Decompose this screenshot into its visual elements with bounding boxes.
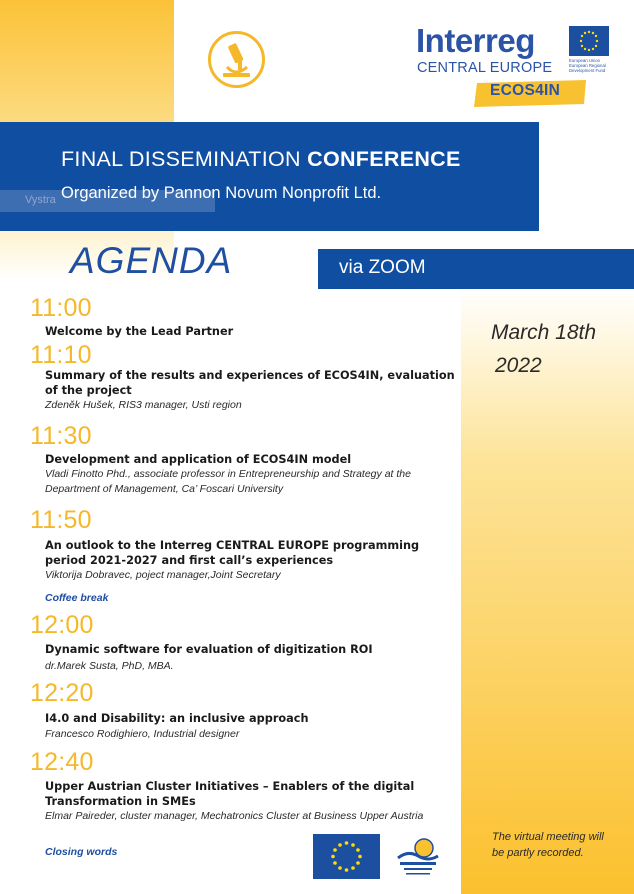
item-title: Welcome by the Lead Partner	[45, 325, 234, 338]
item-speaker: Zdeněk Hušek, RIS3 manager, Usti region	[45, 399, 242, 411]
agenda-heading: AGENDA	[70, 240, 233, 281]
time-slot: 12:00	[30, 611, 94, 639]
recording-note: The virtual meeting will be partly recorded.	[492, 831, 604, 859]
item-speaker: Francesco Rodighiero, Industrial designer	[45, 728, 240, 740]
time-slot: 11:00	[30, 294, 92, 322]
coffee-break: Coffee break	[45, 592, 109, 604]
eu-flag-icon	[569, 26, 609, 56]
item-title: Upper Austrian Cluster Initiatives – Enablers of the digital Transformation in SMEs	[45, 780, 415, 808]
item-speaker: Viktorija Dobravec, poject manager,Joint Secretary	[45, 569, 281, 581]
yellow-panel-right	[461, 287, 634, 894]
eu-flag-icon	[313, 834, 380, 879]
eu-line: Development Fund	[569, 68, 606, 73]
item-title: Development and application of ECOS4IN model	[45, 453, 352, 466]
page-title	[61, 147, 461, 172]
item-title: An outlook to the Interreg CENTRAL EUROPE programming period 2021-2027 and first call’s experiences	[45, 539, 420, 567]
eu-fund-text	[569, 58, 614, 73]
logo-brand: Interreg	[416, 22, 535, 59]
ghost-text: Vystra	[25, 194, 56, 206]
closing-words: Closing words	[45, 846, 118, 858]
pannon-novum-logo	[394, 834, 442, 880]
item-speaker: dr.Marek Susta, PhD, MBA.	[45, 660, 174, 672]
title-band	[0, 122, 539, 231]
microscope-icon	[207, 30, 266, 89]
item-title: Summary of the results and experiences of ECOS4IN, evaluation of the project	[45, 369, 455, 397]
item-title: Dynamic software for evaluation of digitization ROI	[45, 643, 373, 656]
project-name: ECOS4IN	[490, 82, 561, 99]
item-title: I4.0 and Disability: an inclusive approach	[45, 712, 309, 725]
time-slot: 11:10	[30, 341, 92, 369]
date-line-2: 2022	[495, 354, 542, 377]
time-slot: 11:30	[30, 422, 92, 450]
item-speaker: Vladi Finotto Phd., associate professor in Entrepreneurship and Strategy at the Department of Management, Ca’ Foscari University	[45, 468, 411, 495]
title-part-1: FINAL DISSEMINATION	[61, 147, 308, 171]
eu-line: European Union	[569, 58, 601, 63]
time-slot: 12:20	[30, 679, 94, 707]
item-speaker: Elmar Paireder, cluster manager, Mechatronics Cluster at Business Upper Austria	[45, 810, 424, 822]
logo-program: CENTRAL EUROPE	[417, 60, 553, 76]
time-slot: 12:40	[30, 748, 94, 776]
title-part-2: CONFERENCE	[307, 147, 461, 171]
eu-line: European Regional	[569, 63, 606, 68]
via-zoom-label: via ZOOM	[339, 257, 426, 278]
page-subtitle: Organized by Pannon Novum Nonprofit Ltd.	[61, 184, 382, 202]
time-slot: 11:50	[30, 506, 92, 534]
date-line-1: March 18th	[491, 321, 597, 344]
